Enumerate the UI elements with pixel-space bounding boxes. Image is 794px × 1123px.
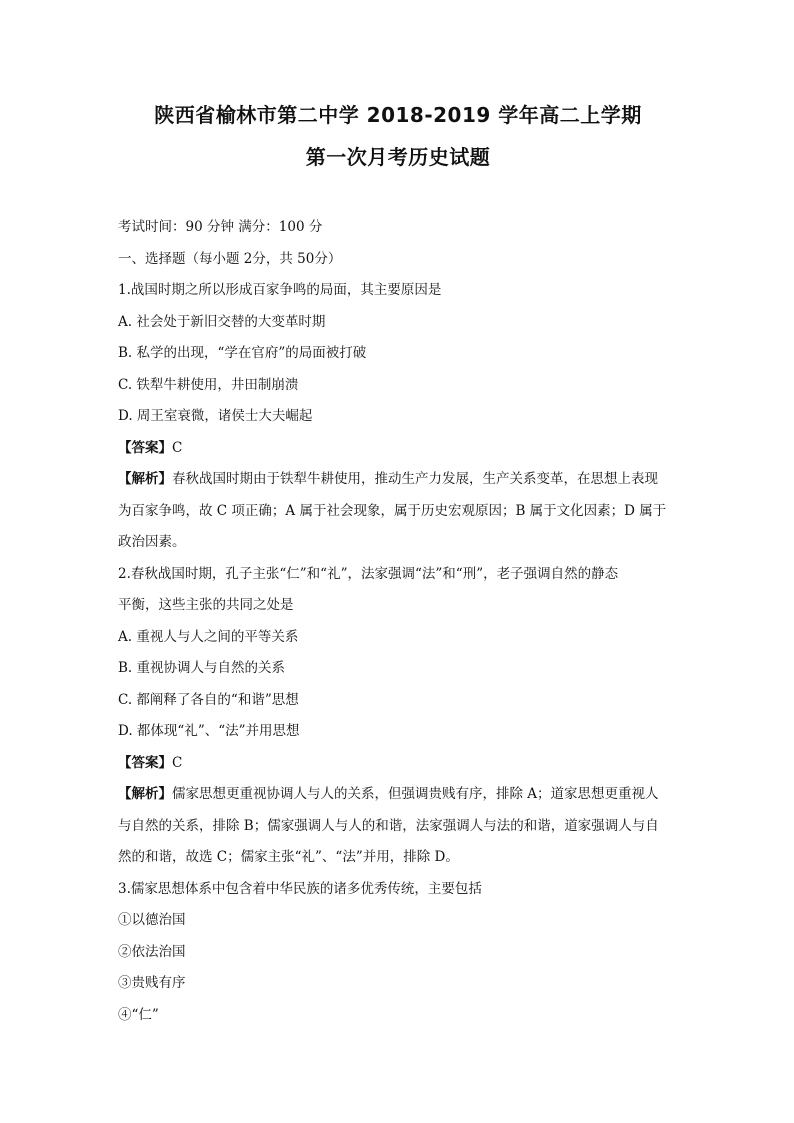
- analysis-line: 政治因素。: [118, 534, 186, 550]
- analysis-line: 为百家争鸣，故 C 项正确；A 属于社会现象，属于历史宏观原因；B 属于文化因素；D 属于: [118, 502, 667, 519]
- analysis-text: 儒家思想更重视协调人与人的关系，但强调贵贱有序，排除 A；道家思想更重视人: [172, 786, 659, 802]
- option-b: B. 重视协调人与自然的关系: [118, 660, 286, 676]
- option-1: ①以德治国: [118, 912, 186, 928]
- document-body: [118, 212, 678, 1031]
- option-3: ③贵贱有序: [118, 975, 186, 991]
- exam-info: 考试时间：90 分钟 满分：100 分: [118, 219, 323, 235]
- option-4: ④“仁”: [118, 1006, 159, 1023]
- answer-value: C: [172, 439, 183, 456]
- option-c: C. 铁犁牛耕使用，井田制崩溃: [118, 376, 299, 393]
- analysis-line: 然的和谐，故选 C；儒家主张“礼”、“法”并用，排除 D。: [118, 849, 459, 865]
- option-d: D. 周王室衰微，诸侯士大夫崛起: [118, 408, 313, 424]
- option-b: B. 私学的出现，“学在官府”的局面被打破: [118, 345, 367, 361]
- answer-label: 【答案】: [118, 754, 172, 771]
- document-title-line2: 第一次月考历史试题: [305, 145, 491, 169]
- document-page: [118, 96, 678, 1031]
- document-title-line1: 陕西省榆林市第二中学 2018-2019 学年高二上学期: [154, 103, 642, 127]
- option-2: ②依法治国: [118, 943, 186, 960]
- option-a: A. 重视人与人之间的平等关系: [118, 628, 299, 645]
- option-c: C. 都阐释了各自的“和谐”思想: [118, 691, 299, 708]
- analysis-label: 【解析】: [118, 471, 172, 487]
- analysis-label: 【解析】: [118, 786, 172, 802]
- option-d: D. 都体现“礼”、“法”并用思想: [118, 723, 300, 739]
- question-2: [118, 559, 678, 874]
- question-1: [118, 275, 678, 559]
- analysis-line: [118, 464, 678, 496]
- question-stem: 1.战国时期之所以形成百家争鸣的局面，其主要原因是: [118, 282, 442, 298]
- question-stem: 3.儒家思想体系中包含着中华民族的诸多优秀传统，主要包括: [118, 880, 482, 897]
- answer-value: C: [172, 754, 183, 771]
- option-a: A. 社会处于新旧交替的大变革时期: [118, 313, 326, 330]
- answer-label: 【答案】: [118, 439, 172, 456]
- question-stem: 2.春秋战国时期，孔子主张“仁”和“礼”，法家强调“法”和“刑”，老子强调自然的静态: [118, 565, 619, 582]
- question-stem: 平衡，这些主张的共同之处是: [118, 597, 294, 613]
- analysis-text: 春秋战国时期由于铁犁牛耕使用，推动生产力发展，生产关系变革，在思想上表现: [172, 471, 658, 487]
- analysis-line: 与自然的关系，排除 B；儒家强调人与人的和谐，法家强调人与法的和谐，道家强调人与自: [118, 817, 659, 834]
- answer: [118, 748, 678, 780]
- answer: [118, 433, 678, 465]
- section-title: 一、选择题（每小题 2分，共 50分）: [118, 250, 342, 267]
- analysis-line: [118, 779, 678, 811]
- question-3: [118, 874, 678, 1032]
